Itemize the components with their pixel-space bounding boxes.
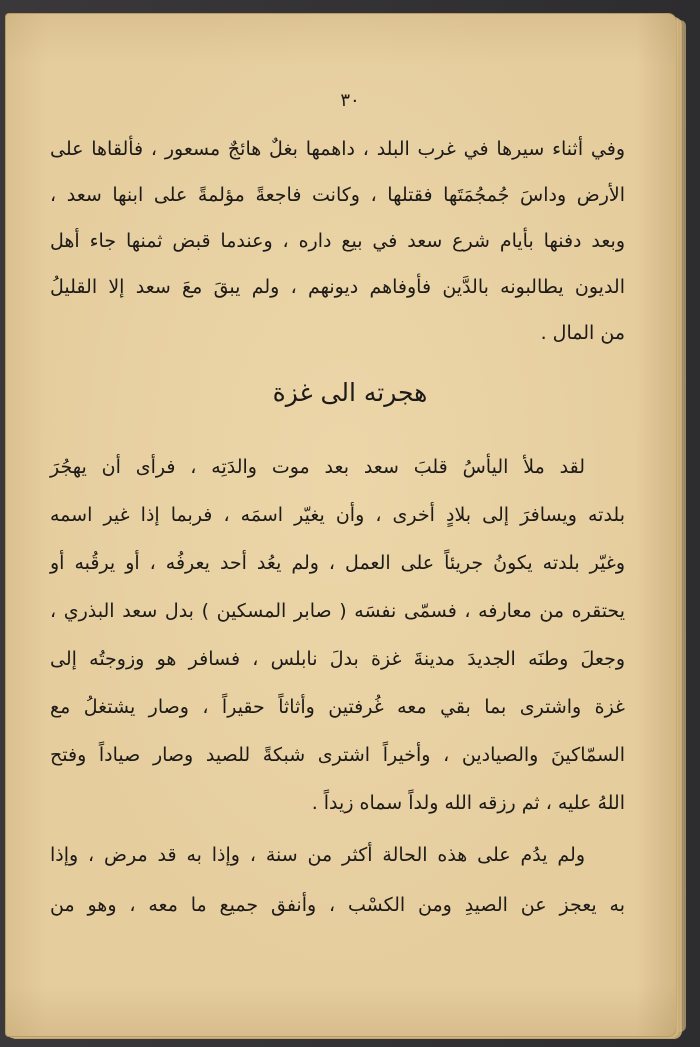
page-number: ٣٠: [340, 90, 360, 111]
section-title: هجرته الى غزة: [272, 378, 428, 407]
text-line: وبعد دفنها بأيام شرع سعد في بيع داره ، وعندما قبض ثمنها جاء أهل: [50, 230, 625, 252]
text-line: السمّاكينَ والصيادين ، وأخيراً اشترى شبكةً للصيد وصار صياداً وفتح: [50, 744, 625, 766]
text-line: الديون يطالبونه بالدَّين فأوفاهم ديونهم ، ولم يبقَ معَ سعد إلا القليلُ: [50, 276, 625, 298]
text-line: من المال .: [540, 322, 625, 344]
page-stack-edge: [676, 20, 686, 1032]
text-line: وجعلَ وطنَه الجديدَ مدينةَ غزة بدلَ نابلس ، فسافر هو وزوجتُه إلى: [50, 648, 625, 670]
text-line: ولم يدُم على هذه الحالة أكثر من سنة ، وإذا به قد مرض ، وإذا: [50, 844, 585, 866]
text-line: يحتقره من معارفه ، فسمّى نفسَه ( صابر المسكين ) بدل سعد البذري ،: [50, 600, 625, 622]
text-line: وفي أثناء سيرها في غرب البلد ، داهمها بغلٌ هائجٌ مسعور ، فألقاها على: [50, 138, 625, 160]
text-line: به يعجز عن الصيدِ ومن الكسْب ، وأنفق جميع ما معه ، وهو من: [50, 894, 625, 916]
text-line: الأرض وداسَ جُمجُمَتَها فقتلها ، وكانت فاجعةً مؤلمةً على ابنها سعد ،: [50, 184, 625, 206]
text-line: وغيّر بلدته يكونُ جريئاً على العمل ، ولم يعُد أحد يعرفُه ، أو يرقُبه أو: [50, 552, 625, 574]
text-line: اللهُ عليه ، ثم رزقه الله ولداً سماه زيداً .: [311, 792, 625, 814]
text-line: غزة واشترى بما بقي معه غُرفتين وأثاثاً حقيراً ، وصار يشتغلُ مع: [50, 696, 625, 718]
text-line: بلدته ويسافرَ إلى بلادٍ أخرى ، وأن يغيّر اسمَه ، فربما إذا غير اسمه: [50, 504, 625, 526]
text-line: لقد ملأ اليأسُ قلبَ سعد بعد موت والدَتِه ، فرأى أن يهجُرَ: [50, 456, 585, 478]
